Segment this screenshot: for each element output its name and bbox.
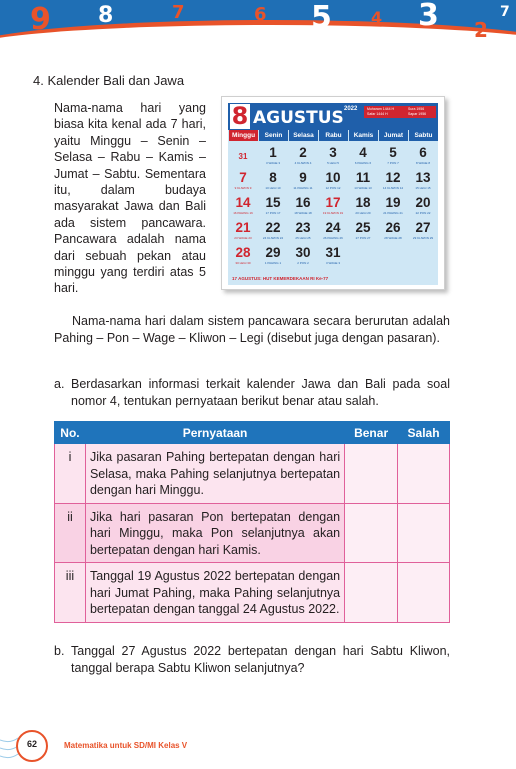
- calendar-day: [348, 168, 378, 193]
- calendar-date: 18: [355, 195, 371, 210]
- calendar-day: [288, 243, 318, 268]
- calendar-day: [378, 193, 408, 218]
- calendar-day: [378, 218, 408, 243]
- calendar-pasaran: 16 PAHING 16: [233, 211, 253, 215]
- false-cell[interactable]: [398, 503, 450, 563]
- calendar-pasaran: 3 WAGE 3: [325, 261, 341, 265]
- row-statement: Tanggal 19 Agustus 2022 bertepatan dengan hari Jumat Pahing, maka Pahing selanjutnya bertepatan dengan tanggal 24 Agustus 2022.: [85, 563, 344, 623]
- header-digit: 9: [30, 2, 51, 37]
- calendar-date: 31: [238, 152, 248, 161]
- calendar-day: [348, 218, 378, 243]
- calendar-day: [348, 243, 378, 268]
- calendar-year: 2022: [344, 106, 358, 112]
- calendar-day: [378, 243, 408, 268]
- true-cell[interactable]: [345, 563, 398, 623]
- calendar-pasaran: 1 PAHING 1: [264, 261, 282, 265]
- calendar-pasaran: 13 WAGE 13: [354, 186, 372, 190]
- calendar-day: [258, 143, 288, 168]
- calendar-date: 27: [415, 220, 431, 235]
- part-b: [54, 643, 450, 676]
- calendar-day: [228, 193, 258, 218]
- calendar-pasaran: 2 PON 2: [297, 261, 309, 265]
- calendar-date: 9: [299, 170, 307, 185]
- calendar-week-row: [228, 143, 438, 168]
- calendar-day: [408, 168, 438, 193]
- calendar-pasaran: 6 PAHING 6: [354, 161, 372, 165]
- calendar-day: [258, 168, 288, 193]
- weekday-label: Kamis: [348, 130, 378, 141]
- header-true: Benar: [345, 422, 398, 444]
- calendar-date: 21: [235, 220, 251, 235]
- calendar-pasaran: 14 KLIWON 14: [382, 186, 404, 190]
- false-cell[interactable]: [398, 444, 450, 504]
- calendar-day: [228, 218, 258, 243]
- calendar-day: [408, 243, 438, 268]
- page-number: 62: [26, 739, 37, 749]
- calendar-pasaran: 8 WAGE 8: [415, 161, 431, 165]
- calendar-date: 22: [265, 220, 281, 235]
- calendar-image: [221, 96, 445, 290]
- calendar-pasaran: 26 PAHING 26: [323, 236, 343, 240]
- calendar-day: [318, 143, 348, 168]
- calendar-date: 28: [235, 245, 251, 260]
- true-cell[interactable]: [345, 444, 398, 504]
- calendar-pasaran: 9 KLIWON 9: [234, 186, 252, 190]
- calendar-grid: [228, 143, 438, 268]
- intro-text: Nama-nama hari yang biasa kita kenal ada 7 hari, yaitu Minggu – Senin – Selasa – Rabu – Kamis – Jumat – Sabtu. Sementara itu, dalam budaya masyarakat Jawa dan Bali ada sistem pancawara. Pancawara adalah nama dari sebuah pekan atau minggu yang terdiri atas 5 hari.: [54, 101, 206, 296]
- calendar-day: [408, 218, 438, 243]
- calendar-date: 15: [265, 195, 281, 210]
- calendar-pasaran: 27 PON 27: [355, 236, 371, 240]
- calendar-pasaran: 11 PAHING 11: [293, 186, 313, 190]
- header-digit: 4: [371, 8, 383, 27]
- table-row: [55, 563, 450, 623]
- part-a: [54, 376, 450, 409]
- header-digit: 5: [311, 0, 332, 35]
- calendar-body: [228, 103, 438, 285]
- calendar-date: 24: [325, 220, 341, 235]
- page-header: [0, 0, 516, 48]
- calendar-pasaran: 20 LEGI 20: [355, 211, 371, 215]
- table-row: [55, 444, 450, 504]
- calendar-day: [228, 168, 258, 193]
- calendar-pasaran: 25 LEGI 25: [295, 236, 311, 240]
- header-digit: 6: [254, 4, 267, 25]
- weekday-label: Sabtu: [408, 130, 438, 141]
- lunar-text: Sura 1956: [408, 107, 425, 111]
- header-false: Salah: [398, 422, 450, 444]
- calendar-day: [318, 218, 348, 243]
- calendar-date: 1: [269, 145, 277, 160]
- calendar-month-number: 8: [231, 102, 249, 130]
- calendar-month: AGUSTUS: [253, 108, 344, 128]
- lunar-text: Safar 1444 H: [367, 112, 388, 116]
- row-number: iii: [55, 563, 86, 623]
- statement-table: [54, 421, 450, 623]
- calendar-date: 7: [239, 170, 247, 185]
- calendar-day: [348, 143, 378, 168]
- calendar-date: 16: [295, 195, 311, 210]
- calendar-date: 19: [385, 195, 401, 210]
- calendar-day: [228, 143, 258, 168]
- calendar-pasaran: 24 KLIWON 24: [262, 236, 284, 240]
- calendar-day: [318, 193, 348, 218]
- calendar-pasaran: 12 PON 12: [325, 186, 341, 190]
- weekday-label: Rabu: [318, 130, 348, 141]
- calendar-date: 2: [299, 145, 307, 160]
- part-b-text: Tanggal 27 Agustus 2022 bertepatan dengan hari Sabtu Kliwon, tanggal berapa Sabtu Kliwon selanjutnya?: [71, 644, 450, 675]
- calendar-day: [318, 243, 348, 268]
- question-title: 4. Kalender Bali dan Jawa: [33, 73, 185, 88]
- header-digit: 8: [98, 3, 114, 28]
- calendar-week-row: [228, 168, 438, 193]
- calendar-date: 23: [295, 220, 311, 235]
- calendar-day: [258, 218, 288, 243]
- calendar-date: 31: [325, 245, 341, 260]
- calendar-pasaran: 19 KLIWON 19: [322, 211, 344, 215]
- calendar-day: [288, 218, 318, 243]
- calendar-date: 25: [355, 220, 371, 235]
- calendar-week-row: [228, 193, 438, 218]
- row-number: ii: [55, 503, 86, 563]
- calendar-date: 14: [235, 195, 251, 210]
- calendar-date: 26: [385, 220, 401, 235]
- calendar-pasaran: 18 WAGE 18: [294, 211, 312, 215]
- calendar-day: [228, 243, 258, 268]
- calendar-pasaran: 7 PON 7: [387, 161, 399, 165]
- calendar-day: [378, 168, 408, 193]
- header-digit: 3: [418, 0, 439, 33]
- calendar-pasaran: 22 PON 22: [415, 211, 431, 215]
- calendar-day: [408, 143, 438, 168]
- calendar-pasaran: 30 LEGI 30: [235, 261, 251, 265]
- table-header-row: [55, 422, 450, 444]
- part-a-label: a.: [54, 377, 65, 391]
- calendar-day: [288, 193, 318, 218]
- calendar-day: [258, 193, 288, 218]
- calendar-week-row: [228, 218, 438, 243]
- row-number: i: [55, 444, 86, 504]
- calendar-date: 11: [355, 170, 371, 185]
- header-digit: 7: [172, 2, 185, 23]
- calendar-week-row: [228, 243, 438, 268]
- calendar-date: 6: [419, 145, 427, 160]
- calendar-pasaran: 29 KLIWON 29: [412, 236, 434, 240]
- calendar-day: [288, 143, 318, 168]
- calendar-date: 13: [415, 170, 431, 185]
- calendar-date: 29: [265, 245, 281, 260]
- calendar-date: 20: [415, 195, 431, 210]
- row-statement: Jika hari pasaran Pon bertepatan dengan hari Minggu, maka Pon selanjutnya akan bertepatan dengan hari Kamis.: [85, 503, 344, 563]
- calendar-header: [228, 103, 438, 130]
- weekday-label: Senin: [258, 130, 288, 141]
- calendar-pasaran: 10 LEGI 10: [265, 186, 281, 190]
- calendar-pasaran: 5 LEGI 5: [327, 161, 339, 165]
- weekday-label: Selasa: [288, 130, 318, 141]
- calendar-pasaran: 4 KLIWON 4: [294, 161, 312, 165]
- calendar-day: [258, 243, 288, 268]
- calendar-date: 4: [359, 145, 367, 160]
- calendar-pasaran: 23 WAGE 23: [234, 236, 252, 240]
- lunar-text: Sapar 1956: [408, 112, 427, 116]
- calendar-weekdays: [228, 130, 438, 141]
- header-digit: 2: [474, 18, 488, 42]
- calendar-date: 10: [325, 170, 341, 185]
- calendar-date: 12: [385, 170, 401, 185]
- header-no: No.: [55, 422, 86, 444]
- calendar-pasaran: 17 PON 17: [265, 211, 281, 215]
- calendar-day: [318, 168, 348, 193]
- calendar-date: 30: [295, 245, 311, 260]
- calendar-pasaran: 28 WAGE 28: [384, 236, 402, 240]
- book-title: Matematika untuk SD/MI Kelas V: [64, 741, 188, 750]
- table-row: [55, 503, 450, 563]
- calendar-day: [348, 193, 378, 218]
- calendar-pasaran: 21 PAHING 21: [383, 211, 403, 215]
- calendar-date: 3: [329, 145, 337, 160]
- calendar-day: [378, 143, 408, 168]
- lunar-text: Muharam 1444 H: [367, 107, 395, 111]
- row-statement: Jika pasaran Pahing bertepatan dengan hari Selasa, maka Pahing selanjutnya bertepatan dengan hari Minggu.: [85, 444, 344, 504]
- calendar-date: 17: [325, 195, 341, 210]
- part-b-label: b.: [54, 644, 65, 658]
- calendar-pasaran: 15 LEGI 15: [415, 186, 431, 190]
- header-statement: Pernyataan: [85, 422, 344, 444]
- calendar-lunar-box: [364, 106, 436, 118]
- false-cell[interactable]: [398, 563, 450, 623]
- pancawara-paragraph: Nama-nama hari dalam sistem pancawara secara berurutan adalah Pahing – Pon – Wage – Kliwon – Legi (disebut juga dengan pasaran).: [54, 314, 450, 345]
- part-a-text: Berdasarkan informasi terkait kalender Jawa dan Bali pada soal nomor 4, tentukan pernyataan berikut benar atau salah.: [71, 377, 450, 408]
- weekday-label: Jumat: [378, 130, 408, 141]
- header-digit: 7: [500, 4, 510, 20]
- calendar-day: [288, 168, 318, 193]
- weekday-label: Minggu: [228, 130, 258, 141]
- calendar-date: 5: [389, 145, 397, 160]
- calendar-footnote: 17 AGUSTUS: HUT KEMERDEKAAN RI Ke-77: [232, 276, 329, 281]
- calendar-day: [408, 193, 438, 218]
- true-cell[interactable]: [345, 503, 398, 563]
- calendar-date: 8: [269, 170, 277, 185]
- calendar-pasaran: 3 WAGE 3: [265, 161, 281, 165]
